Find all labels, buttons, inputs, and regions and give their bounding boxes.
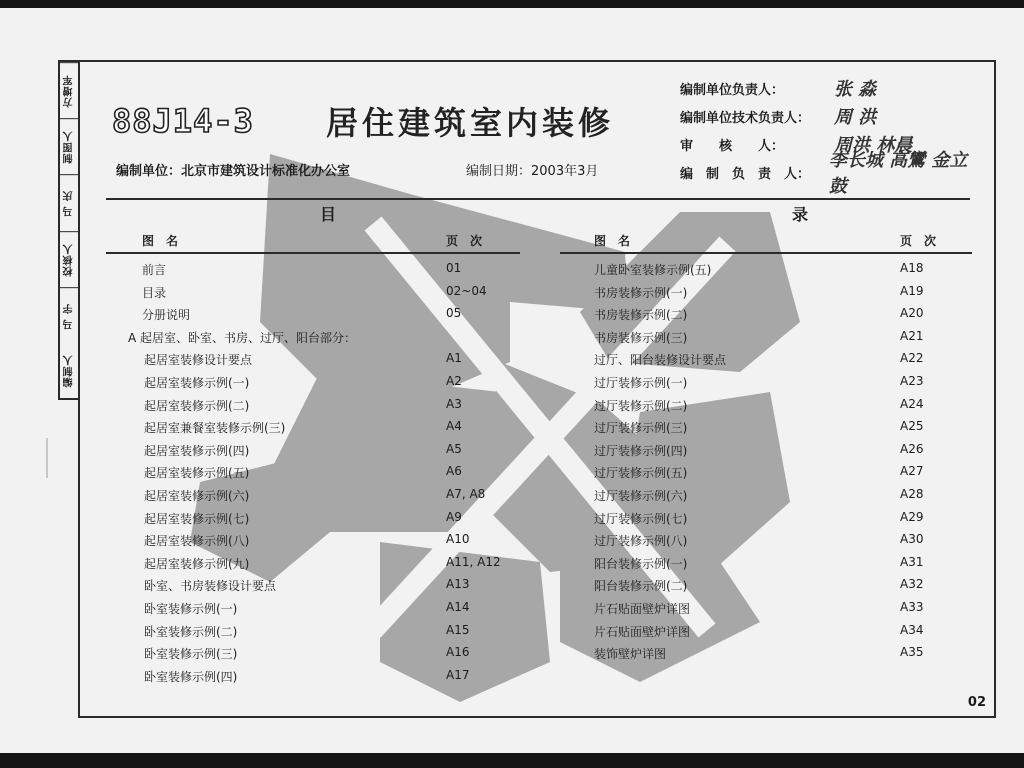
toc-entry-title: 卧室装修示例(四) bbox=[144, 669, 238, 684]
toc-entry-title: 起居室装修示例(六) bbox=[144, 488, 250, 503]
column-header-left bbox=[106, 230, 520, 254]
signature: 周洪 林晨 bbox=[834, 135, 913, 156]
toc-entry bbox=[594, 552, 974, 575]
toc-entry bbox=[142, 461, 522, 484]
toc-entry-page: A31 bbox=[900, 554, 924, 569]
toc-entry-page: A22 bbox=[900, 351, 924, 366]
toc-entry-title: 卧室装修示例(一) bbox=[144, 601, 238, 616]
toc-entry bbox=[594, 597, 974, 620]
toc-entry bbox=[594, 642, 974, 665]
toc-entry-page: A1 bbox=[446, 351, 462, 366]
toc-entry-page: A17 bbox=[446, 667, 470, 682]
toc-entry bbox=[142, 439, 522, 462]
toc-entry bbox=[142, 416, 522, 439]
sidebar-cell: 制图人 bbox=[60, 118, 80, 174]
toc-entry-page: A34 bbox=[900, 622, 924, 637]
toc-entry-title: 起居室装修示例(七) bbox=[144, 511, 250, 526]
toc-entry-title: 儿童卧室装修示例(五) bbox=[594, 263, 712, 277]
toc-entry-page: A32 bbox=[900, 577, 924, 592]
toc-entry-title: 起居室装修示例(九) bbox=[144, 556, 250, 571]
toc-entry bbox=[594, 439, 974, 462]
toc-entry bbox=[594, 348, 974, 371]
sidebar-cell: 马 宇 bbox=[60, 287, 80, 343]
toc-entry-page: 01 bbox=[446, 261, 462, 275]
toc-entry-title: 起居室装修示例(一) bbox=[144, 375, 250, 390]
staff-label: 编 制 负 责 人： bbox=[680, 166, 811, 182]
toc-entry-title: 阳台装修示例(一) bbox=[594, 556, 688, 571]
toc-entry-page: A7, A8 bbox=[446, 486, 486, 501]
sidebar-cell: 马 庆 bbox=[60, 174, 80, 230]
toc-entry-title: 书房装修示例(一) bbox=[594, 285, 688, 300]
document-page bbox=[0, 8, 1024, 753]
staff-block bbox=[680, 74, 980, 197]
paper-fold-mark bbox=[46, 438, 48, 478]
toc-entry-page: A20 bbox=[900, 306, 924, 321]
toc-entry bbox=[594, 507, 974, 530]
toc-title-left: 目 bbox=[320, 205, 337, 224]
toc-entry-title: 过厅装修示例(五) bbox=[594, 466, 688, 481]
toc-entry bbox=[142, 574, 522, 597]
staff-row bbox=[680, 74, 980, 102]
toc-entry-title: 过厅装修示例(二) bbox=[594, 398, 688, 413]
toc-right-list bbox=[594, 258, 974, 665]
toc-entry-page: A14 bbox=[446, 599, 470, 614]
toc-entry-title: 书房装修示例(二) bbox=[594, 308, 688, 323]
toc-title-right: 录 bbox=[792, 205, 809, 224]
toc-entry bbox=[142, 507, 522, 530]
toc-entry-page: A13 bbox=[446, 577, 470, 592]
drawing-frame bbox=[78, 60, 996, 718]
toc-entry-title: 起居室兼餐室装修示例(三) bbox=[144, 421, 286, 436]
toc-entry bbox=[594, 371, 974, 394]
toc-entry-page: A27 bbox=[900, 464, 924, 479]
toc-entry-page: A11, A12 bbox=[446, 554, 501, 569]
toc-left-list bbox=[128, 258, 522, 687]
sidebar-cell: 校核人 bbox=[60, 231, 80, 287]
toc-entry-title: 起居室装修设计要点 bbox=[144, 353, 253, 368]
toc-entry-page: A3 bbox=[446, 396, 462, 411]
toc-entry-page: A10 bbox=[446, 532, 470, 547]
toc-entry-page: A19 bbox=[900, 283, 924, 298]
toc-entry bbox=[142, 620, 522, 643]
toc-entry-title: 阳台装修示例(二) bbox=[594, 579, 688, 594]
signature: 周 洪 bbox=[834, 107, 877, 128]
toc-entry-title: 片石贴面壁炉详图 bbox=[594, 601, 691, 616]
header-divider bbox=[106, 198, 970, 200]
staff-label: 编制单位技术负责人： bbox=[680, 110, 811, 126]
toc-entry-page: A21 bbox=[900, 328, 924, 343]
toc-entry bbox=[142, 529, 522, 552]
toc-entry bbox=[142, 665, 522, 688]
signature: 李长城 高鸞 金立鼓 bbox=[828, 150, 968, 197]
signature-sidebar bbox=[58, 60, 80, 400]
toc-entry-title: 过厅装修示例(七) bbox=[594, 511, 688, 526]
toc-entry-title: 卧室、书房装修设计要点 bbox=[144, 579, 277, 594]
toc-entry bbox=[142, 371, 522, 394]
toc-entry-title: 过厅装修示例(四) bbox=[594, 443, 688, 458]
toc-entry bbox=[142, 484, 522, 507]
toc-entry-title: 起居室装修示例(二) bbox=[144, 398, 250, 413]
toc-entry bbox=[594, 529, 974, 552]
staff-label: 审 核 人： bbox=[680, 138, 785, 154]
toc-entry bbox=[142, 642, 522, 665]
document-title: 居住建筑室内装修 bbox=[326, 104, 615, 142]
toc-entry-page: A4 bbox=[446, 419, 462, 434]
toc-entry-title: 装饰壁炉详图 bbox=[594, 647, 667, 662]
toc-entry-title: 书房装修示例(三) bbox=[594, 330, 688, 345]
toc-entry bbox=[128, 326, 522, 349]
toc-entry-page: A6 bbox=[446, 464, 462, 479]
toc-entry bbox=[142, 552, 522, 575]
toc-entry-page: A2 bbox=[446, 373, 462, 388]
toc-entry-page: A29 bbox=[900, 509, 924, 524]
toc-entry-title: 过厅装修示例(三) bbox=[594, 421, 688, 436]
toc-entry-title: 片石贴面壁炉详图 bbox=[594, 624, 691, 639]
toc-entry-title: 卧室装修示例(二) bbox=[144, 624, 238, 639]
toc-entry-title: 卧室装修示例(三) bbox=[144, 647, 238, 662]
toc-entry bbox=[594, 394, 974, 417]
toc-entry-page: 05 bbox=[446, 306, 462, 321]
signature: 张 淼 bbox=[834, 79, 877, 100]
toc-entry-title: 起居室装修示例(八) bbox=[144, 534, 250, 549]
toc-entry-page: A16 bbox=[446, 645, 470, 660]
toc-entry bbox=[594, 620, 974, 643]
toc-entry bbox=[142, 348, 522, 371]
toc-entry bbox=[594, 416, 974, 439]
toc-entry-page: 02~04 bbox=[446, 283, 487, 298]
column-name-label: 图 名 bbox=[142, 234, 179, 248]
toc-entry bbox=[142, 281, 522, 304]
toc-entry-page: A18 bbox=[900, 261, 924, 275]
page-number: 02 bbox=[967, 695, 986, 710]
compile-date: 编制日期：2003年3月 bbox=[466, 164, 599, 179]
toc-entry-title: 过厅装修示例(六) bbox=[594, 488, 688, 503]
toc-entry-page: A30 bbox=[900, 532, 924, 547]
toc-entry-title: 过厅装修示例(八) bbox=[594, 534, 688, 549]
compiling-unit: 编制单位：北京市建筑设计标准化办公室 bbox=[116, 164, 351, 179]
toc-entry-title: 分册说明 bbox=[142, 308, 191, 323]
toc-entry bbox=[594, 303, 974, 326]
toc-entry-title: 过厅装修示例(一) bbox=[594, 375, 688, 390]
toc-entry-page: A9 bbox=[446, 509, 462, 524]
toc-entry bbox=[594, 258, 974, 281]
toc-entry-page: A28 bbox=[900, 486, 924, 501]
toc-entry bbox=[142, 394, 522, 417]
toc-entry-title: 目录 bbox=[142, 285, 167, 300]
toc-entry-page: A26 bbox=[900, 441, 924, 456]
toc-entry-title: A 起居室、卧室、书房、过厅、阳台部分： bbox=[128, 330, 357, 345]
toc-entry-page: A35 bbox=[900, 645, 924, 660]
column-page-label: 页 次 bbox=[446, 234, 483, 248]
toc-entry-page: A24 bbox=[900, 396, 924, 411]
toc-entry-page: A25 bbox=[900, 419, 924, 434]
staff-row bbox=[680, 150, 980, 197]
toc-entry bbox=[142, 597, 522, 620]
toc-entry-title: 前言 bbox=[142, 263, 167, 277]
toc-entry-title: 起居室装修示例(五) bbox=[144, 466, 250, 481]
column-header-right bbox=[560, 230, 972, 254]
toc-entry-page: A33 bbox=[900, 599, 924, 614]
sidebar-cell: 方增军 bbox=[60, 62, 80, 118]
toc-entry bbox=[594, 281, 974, 304]
toc-entry bbox=[594, 574, 974, 597]
toc-entry bbox=[142, 303, 522, 326]
sidebar-cell: 编制人 bbox=[64, 353, 75, 387]
toc-entry bbox=[594, 461, 974, 484]
staff-label: 编制单位负责人： bbox=[680, 82, 785, 98]
column-name-label: 图 名 bbox=[594, 234, 631, 248]
toc-entry-page: A15 bbox=[446, 622, 470, 637]
toc-entry bbox=[594, 484, 974, 507]
drawing-code: 88J14-3 bbox=[112, 102, 254, 140]
staff-row bbox=[680, 102, 980, 130]
column-page-label: 页 次 bbox=[900, 234, 937, 248]
toc-entry-page: A23 bbox=[900, 373, 924, 388]
toc-entry-title: 过厅、阳台装修设计要点 bbox=[594, 353, 727, 368]
toc-entry-title: 起居室装修示例(四) bbox=[144, 443, 250, 458]
toc-entry-page: A5 bbox=[446, 441, 462, 456]
toc-entry bbox=[142, 258, 522, 281]
toc-entry bbox=[594, 326, 974, 349]
